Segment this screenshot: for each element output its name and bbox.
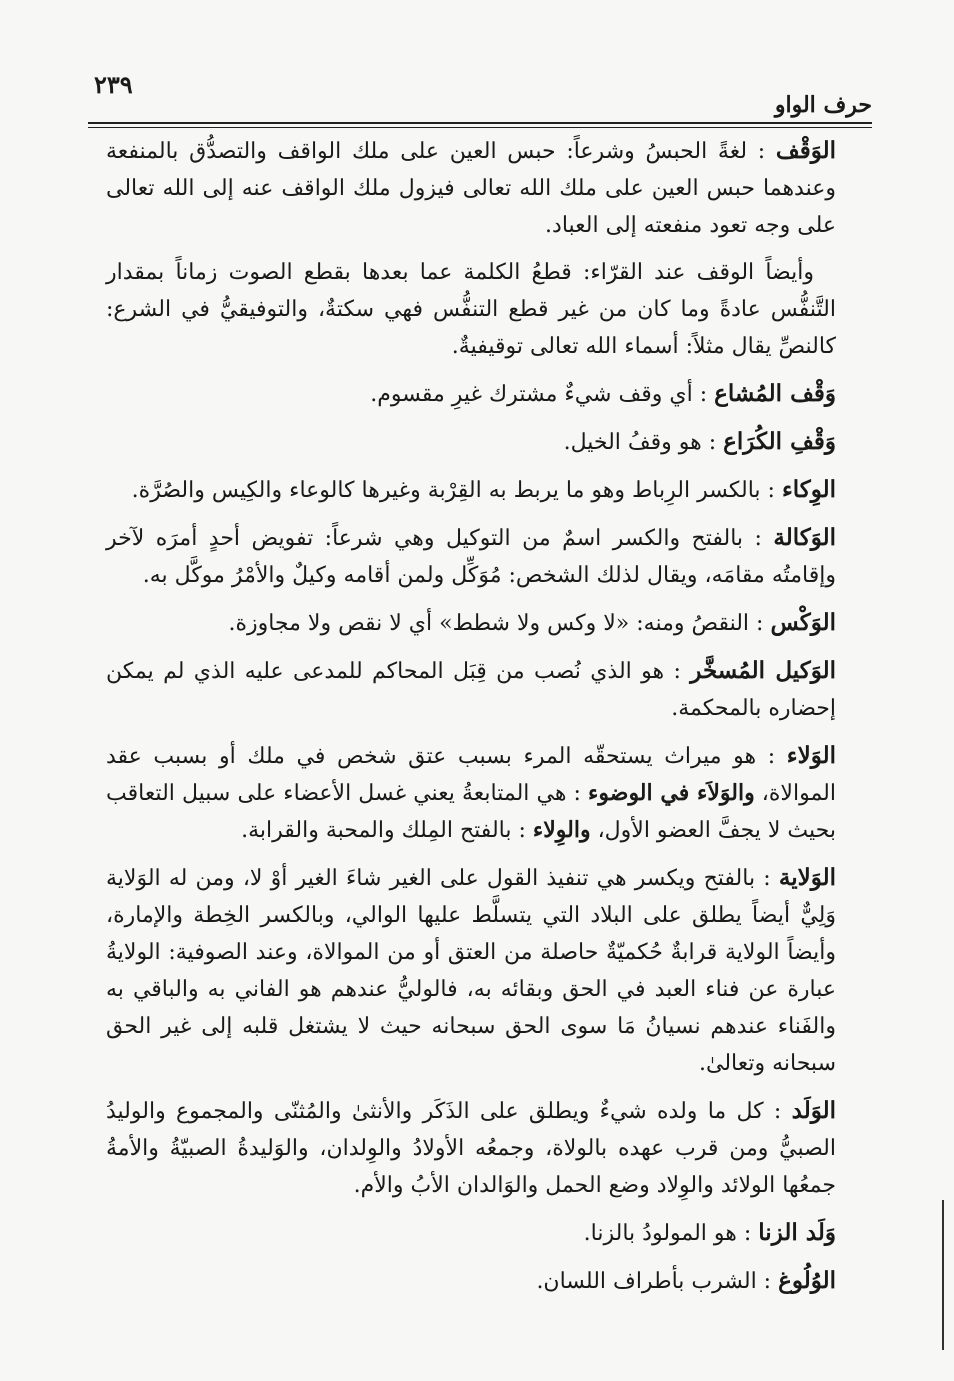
entry-definition: : بالفتح المِلك والمحبة والقرابة. [241, 818, 533, 843]
entry-definition: وأيضاً الوقف عند القرّاء: قطعُ الكلمة عما بعدها بقطع الصوت زماناً بمقدار التَّنفُّس عادةً وما كان من غير قطع التنفُّس فهي سكتةٌ، والتوفيقيُّ في الشرع: كالنصِّ يقال مثلاً: أسماء الله تعالى توقيفيةٌ. [106, 260, 836, 359]
entry-term: وَقْف المُشاع [714, 380, 836, 407]
entry-term: الوَكيل المُسخَّر [690, 657, 836, 684]
entry-definition: كل ما ولده شيءٌ ويطلق على الذَكَر والأنثىٰ والمُثنّى والمجموع والوليدُ الصبيُّ ومن قرب عهده بالولاة، وجمعُه الأولادُ والوِلدان، والوَليدةُ الصبيّةُ والأمةُ جمعُها الولائد والوِلاد وضع الحمل والوَالدان الأبُ والأم. [106, 1099, 836, 1198]
entry-walaa: الوَلاء : هو ميراث يستحقّه المرء بسبب عتق شخص في ملك أو بسبب عقد الموالاة، والوَلاَء في الوضوء : هي المتابعةُ يعني غسل الأعضاء على سبيل التعاقب بحيث لا يجفَّ العضو الأول، والوِلاء : بالفتح المِلك والمحبة والقرابة. [106, 742, 836, 843]
entry-definition: أي وقف شيءٌ مشترك غيرِ مقسوم. [370, 382, 693, 407]
entry-term: الوَكالة [773, 524, 836, 551]
entry-term: الوَقْف [775, 137, 836, 164]
entry-term: الوِكاء [781, 476, 836, 503]
entry-definition: بالكسر الرِباط وهو ما يربط به القِرْبة وغيرها كالوعاء والكِيس والصُرَّة. [131, 478, 761, 503]
dictionary-entries [106, 132, 836, 1310]
entry-term: الوَلَد [791, 1097, 836, 1124]
inline-term: والوِلاء [532, 817, 591, 843]
entry-wakil-musakhkhar: الوَكيل المُسخَّر : هو الذي نُصب من قِبَل المحاكم للمدعى عليه الذي لم يمكن إحضاره بالمحكمة. [106, 657, 836, 721]
entry-wakala: الوَكالة : بالفتح والكسر اسمٌ من التوكيل وهي شرعاً: تفويض أحدٍ أمرَه لآخر وإقامتُه مقامَه، ويقال لذلك الشخص: مُوَكِّل ولمن أقامه وكيلٌ والأمْرُ موكَّل به. [106, 524, 836, 588]
page-number: ٢٣٩ [94, 70, 133, 99]
entry-definition: : هي المتابعةُ يعني غسل الأعضاء على سبيل التعاقب بحيث لا يجفَّ العضو الأول، [106, 781, 836, 843]
entry-term: الوَلاية [778, 864, 836, 891]
entry-definition: بالفتح والكسر اسمٌ من التوكيل وهي شرعاً: تفويض أحدٍ أمرَه لآخر وإقامتُه مقامَه، ويقال لذلك الشخص: مُوَكِّل ولمن أقامه وكيلٌ والأمْرُ موكَّل به. [106, 526, 836, 588]
entry-waqf-kuraa: وَقْفِ الكُرَاع : هو وقفُ الخيل. [563, 428, 836, 455]
entry-term: وَلَد الزنا [758, 1219, 836, 1246]
entry-waks: الوَكْس : النقصُ ومنه: «لا وكس ولا شطط» أي لا نقص ولا مجاوزة. [228, 609, 836, 636]
entry-definition: لغةً الحبسُ وشرعاً: حبس العين على ملك الواقف والتصدُّق بالمنفعة وعندهما حبس العين على ملك الله تعالى فيزول ملك الواقف عنه إلى الله تعالى على وجه تعود منفعته إلى العباد. [106, 139, 836, 238]
entry-wulugh: الوُلُوغ : الشرب بأطراف اللسان. [536, 1267, 836, 1294]
entry-waqf-mushaa: وَقْف المُشاع : أي وقف شيءٌ مشترك غيرِ مقسوم. [370, 380, 836, 407]
entry-definition: الشرب بأطراف اللسان. [536, 1269, 757, 1294]
header-rule-thin [88, 127, 872, 128]
entry-term: وَقْفِ الكُرَاع [723, 428, 836, 455]
entry-definition: هو وقفُ الخيل. [563, 430, 702, 455]
page-header [88, 70, 872, 122]
header-rule-thick [88, 122, 872, 124]
entry-definition: النقصُ ومنه: «لا وكس ولا شطط» أي لا نقص ولا مجاوزة. [228, 611, 750, 636]
entry-definition: هو الذي نُصب من قِبَل المحاكم للمدعى عليه الذي لم يمكن إحضاره بالمحكمة. [106, 659, 836, 721]
page-edge-line [942, 1200, 944, 1350]
entry-definition: هو ميراث يستحقّه المرء بسبب عتق شخص في ملك أو بسبب عقد الموالاة، [106, 744, 836, 806]
entry-walad: الوَلَد : كل ما ولده شيءٌ ويطلق على الذَكَر والأنثىٰ والمُثنّى والمجموع والوليدُ الصبيُّ ومن قرب عهده بالولاة، وجمعُه الأولادُ والوِلدان، والوَليدةُ الصبيّةُ والأمةُ جمعُها الولائد والوِلاد وضع الحمل والوَالدان الأبُ والأم. [106, 1097, 836, 1198]
entry-walaya: الوَلاية : بالفتح ويكسر هي تنفيذ القول على الغير شاءَ الغير أوْ لا، ومن له الوَلاية وَلِيٌّ أيضاً يطلق على البلاد التي يتسلَّط عليها الوالي، وبالكسر الخِطة والإمارة، وأيضاً الولاية قرابةٌ حُكميّةٌ حاصلة من العتق أو من الموالاة، وعند الصوفية: الولايةُ عبارة عن فناء العبد في الحق وبقائه به، فالوليُّ عندهم هو الفاني به والباقي به والفَناء عندهم نسيانُ مَا سوى الحق سبحانه حيث لا يشتغل قلبه إلى غير الحق سبحانه وتعالىٰ. [106, 864, 836, 1076]
entry-definition: هو المولودُ بالزنا. [583, 1221, 737, 1246]
entry-wikaa: الوِكاء : بالكسر الرِباط وهو ما يربط به القِرْبة وغيرها كالوعاء والكِيس والصُرَّة. [131, 476, 836, 503]
entry-definition: بالفتح ويكسر هي تنفيذ القول على الغير شاءَ الغير أوْ لا، ومن له الوَلاية وَلِيٌّ أيضاً يطلق على البلاد التي يتسلَّط عليها الوالي، وبالكسر الخِطة والإمارة، وأيضاً الولاية قرابةٌ حُكميّةٌ حاصلة من العتق أو من الموالاة، وعند الصوفية: الولايةُ عبارة عن فناء العبد في الحق وبقائه به، فالوليُّ عندهم هو الفاني به والباقي به والفَناء عندهم نسيانُ مَا سوى الحق سبحانه حيث لا يشتغل قلبه إلى غير الحق سبحانه وتعالىٰ. [106, 866, 836, 1076]
entry-waqf-continued [106, 254, 836, 365]
entry-term: الوُلُوغ [778, 1267, 836, 1294]
entry-walad-zina: وَلَد الزنا : هو المولودُ بالزنا. [583, 1219, 836, 1246]
entry-term: الوَلاء [786, 742, 836, 769]
chapter-title: حرف الواو [774, 92, 872, 118]
entry-waqf: الوَقْف : لغةً الحبسُ وشرعاً: حبس العين على ملك الواقف والتصدُّق بالمنفعة وعندهما حبس العين على ملك الله تعالى فيزول ملك الواقف عنه إلى الله تعالى على وجه تعود منفعته إلى العباد. [106, 137, 836, 238]
entry-term: الوَكْس [770, 609, 836, 636]
inline-term: والوَلاَء في الوضوء [588, 780, 755, 806]
